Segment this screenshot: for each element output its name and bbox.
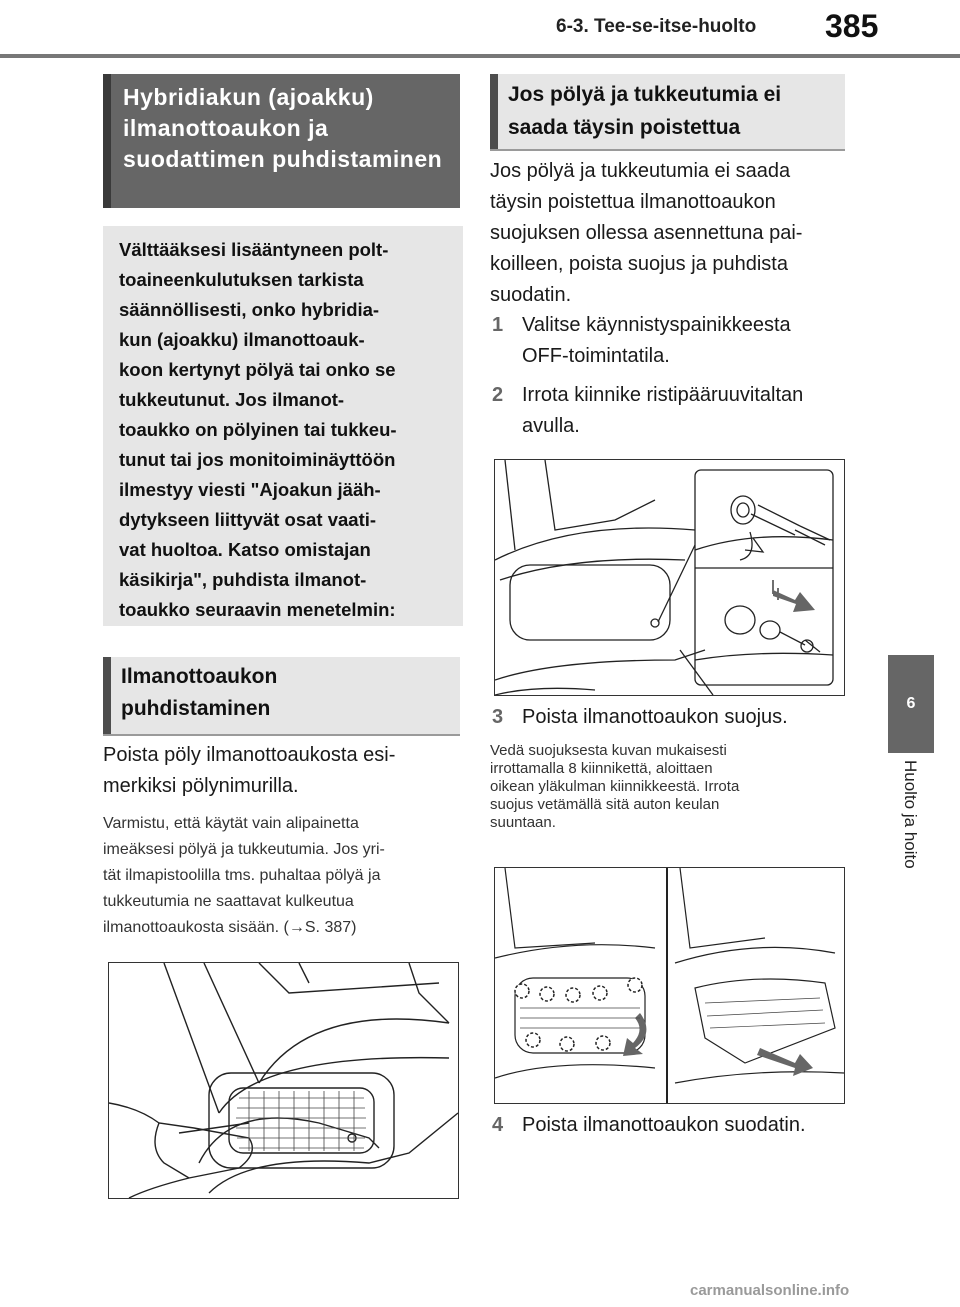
step-line: Valitse käynnistyspainikkeesta — [522, 314, 791, 336]
page-number: 385 — [825, 8, 879, 44]
subheading-line: puhdistaminen — [121, 697, 271, 720]
right-intro-line: koilleen, poista suojus ja puhdista — [490, 253, 788, 275]
note-paragraph — [103, 811, 463, 941]
cover-removal-drawing — [495, 868, 844, 1103]
note-line: tät ilmapistoolilla tms. puhaltaa pölyä ja — [103, 867, 381, 884]
step-number: 2 — [492, 384, 504, 406]
warning-line: toaineenkulutuksen tarkista — [119, 269, 364, 290]
note-line: irrottamalla 8 kiinnikettä, aloittaen — [490, 760, 713, 777]
section-title: 6-3. Tee-se-itse-huolto — [556, 16, 757, 37]
note-line: suojus vetämällä sitä auton keulan — [490, 796, 720, 813]
right-intro-line: suodatin. — [490, 284, 572, 306]
step-line: avulla. — [522, 415, 580, 437]
right-intro-line: suojuksen ollessa asennettuna pai- — [490, 222, 803, 244]
note-line: tukkeutumia ne saattavat kulkeutua — [103, 893, 354, 910]
step-text — [522, 702, 788, 733]
warning-line: toaukko on pölyinen tai tukkeu- — [119, 419, 397, 440]
warning-box — [103, 226, 463, 626]
step-text — [522, 310, 791, 372]
right-heading-line: saada täysin poistettua — [508, 116, 741, 139]
step-line: Poista ilmanottoaukon suojus. — [522, 706, 788, 728]
warning-line: ilmestyy viesti "Ajoakun jääh- — [119, 479, 381, 500]
cover-removal-illustration — [494, 867, 845, 1104]
note-line: imeäksesi pölyä ja tukkeutumia. Jos yri- — [103, 841, 385, 858]
right-heading-line: Jos pölyä ja tukkeutumia ei — [508, 83, 782, 106]
warning-line: tunut tai jos monitoiminäyttöön — [119, 449, 396, 470]
clip-removal-illustration — [494, 459, 845, 696]
step-3-note — [490, 742, 840, 832]
note-line: Vedä suojuksesta kuvan mukaisesti — [490, 742, 727, 759]
warning-line: käsikirja", puhdista ilmanot- — [119, 569, 367, 590]
intro-line: merkiksi pölynimurilla. — [103, 775, 299, 797]
step-1 — [492, 310, 842, 374]
subheading-box — [103, 657, 460, 734]
step-number: 1 — [492, 314, 504, 336]
warning-line: tukkeutunut. Jos ilmanot- — [119, 389, 345, 410]
warning-line: kun (ajoakku) ilmanottoauk- — [119, 329, 365, 350]
right-heading-underline — [490, 149, 845, 151]
main-heading: Hybridiakun (ajoakku) ilmanottoaukon ja suodattimen puhdistaminen — [123, 84, 443, 172]
warning-line: dytykseen liittyvät osat vaati- — [119, 509, 377, 530]
header-divider — [0, 54, 960, 58]
step-line: Poista ilmanottoaukon suodatin. — [522, 1114, 806, 1136]
chapter-title: Huolto ja hoito — [901, 760, 920, 869]
step-number: 3 — [492, 706, 504, 728]
warning-line: Välttääksesi lisääntyneen polt- — [119, 239, 389, 260]
vacuum-illustration — [108, 962, 459, 1199]
step-text — [522, 1110, 806, 1141]
step-3 — [492, 702, 842, 734]
note-line: suuntaan. — [490, 814, 556, 831]
warning-line: toaukko seuraavin menetelmin: — [119, 599, 396, 620]
note-line: ilmanottoaukosta sisään. (→S. 387) — [103, 919, 357, 936]
step-text — [522, 380, 803, 442]
right-intro-line: täysin poistettua ilmanottoaukon — [490, 191, 776, 213]
watermark: carmanualsonline.info — [690, 1282, 850, 1299]
clip-removal-drawing — [495, 460, 844, 695]
chapter-tab — [888, 655, 934, 753]
chapter-number: 6 — [906, 695, 916, 712]
warning-line: koon kertynyt pölyä tai onko se — [119, 359, 396, 380]
step-2 — [492, 380, 842, 444]
right-intro-paragraph — [490, 156, 850, 311]
subheading-line: Ilmanottoaukon — [121, 665, 278, 688]
warning-line: vat huoltoa. Katso omistajan — [119, 539, 371, 560]
right-intro-line: Jos pölyä ja tukkeutumia ei saada — [490, 160, 791, 182]
step-line: OFF-toimintatila. — [522, 345, 670, 367]
step-4 — [492, 1110, 852, 1142]
warning-line: säännöllisesti, onko hybridia- — [119, 299, 380, 320]
main-heading-box — [103, 74, 460, 208]
note-line: oikean yläkulman kiinnikkeestä. Irrota — [490, 778, 740, 795]
intro-paragraph — [103, 740, 463, 802]
subheading-underline — [103, 734, 460, 736]
step-number: 4 — [492, 1114, 504, 1136]
vacuum-drawing — [109, 963, 458, 1198]
right-heading-box — [490, 74, 845, 149]
step-line: Irrota kiinnike ristipääruuvitaltan — [522, 384, 804, 406]
intro-line: Poista pöly ilmanottoaukosta esi- — [103, 744, 396, 766]
note-line: Varmistu, että käytät vain alipainetta — [103, 815, 359, 832]
